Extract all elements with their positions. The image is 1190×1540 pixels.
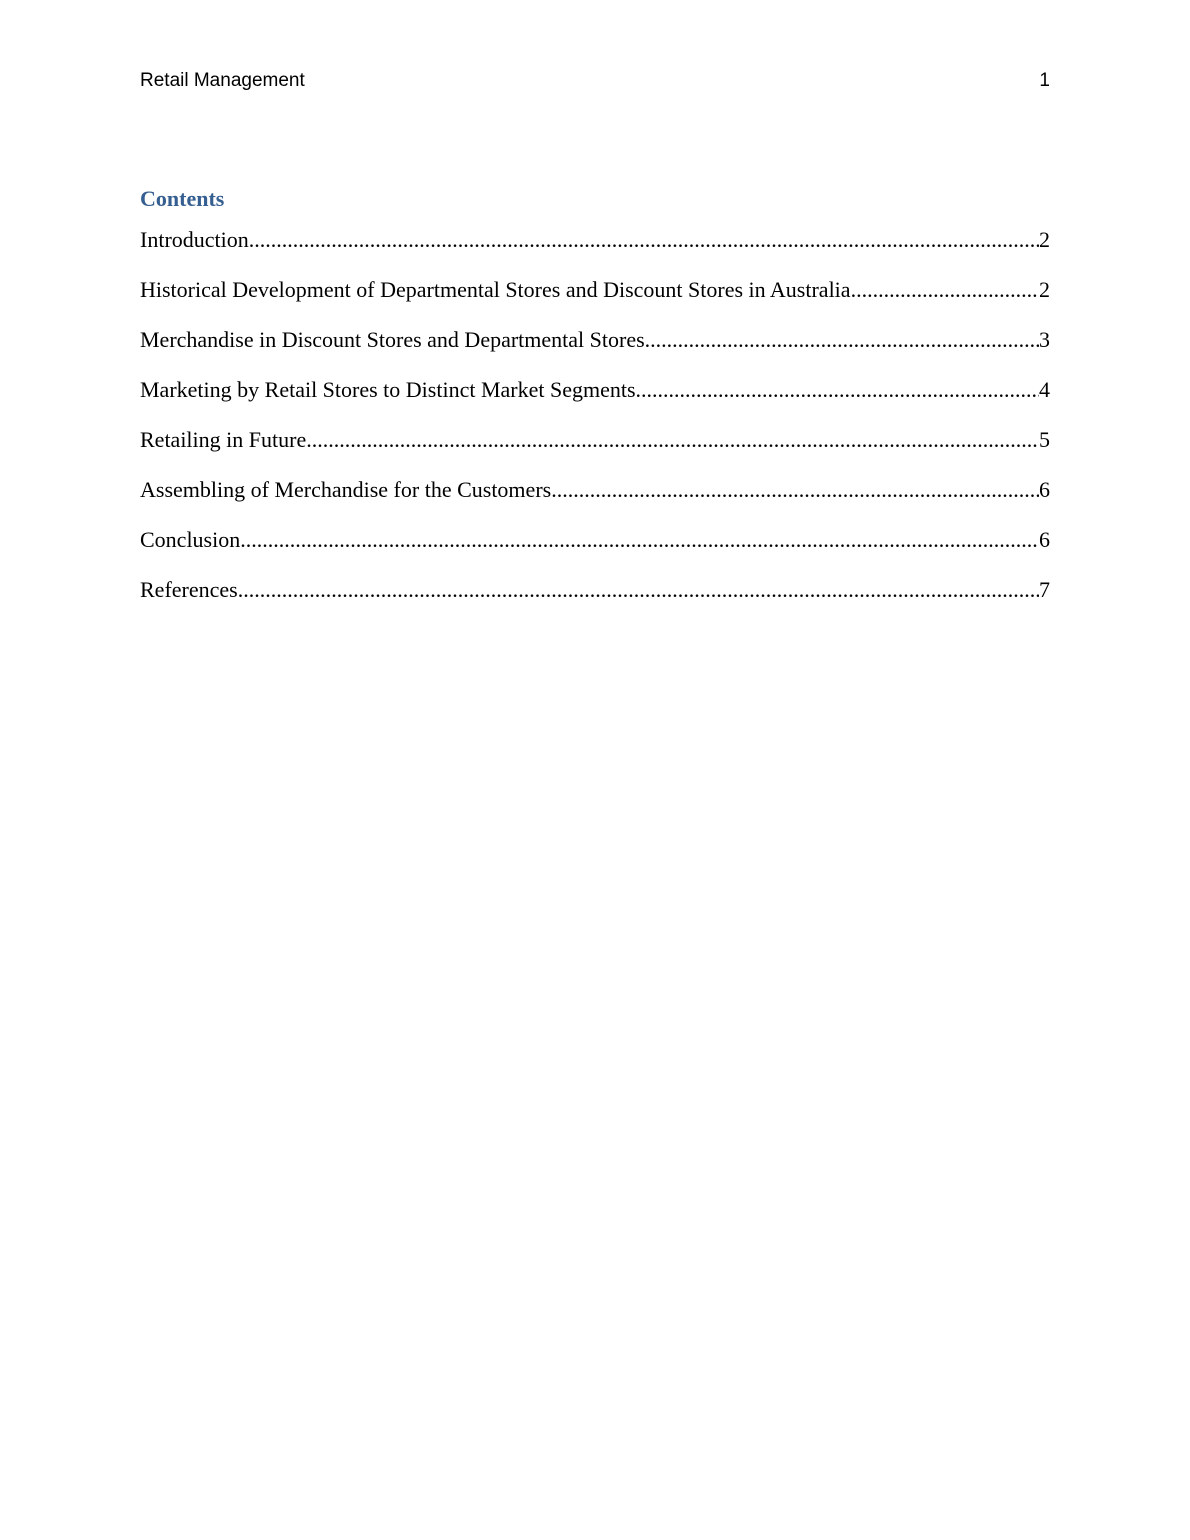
toc-entry-assembling[interactable] <box>140 476 1050 526</box>
toc-entry-page: 2 <box>1039 227 1050 252</box>
toc-entry-page: 7 <box>1039 577 1050 602</box>
toc-entry-title: References <box>140 577 238 602</box>
table-of-contents <box>140 226 1050 626</box>
toc-entry-title: Introduction <box>140 227 249 252</box>
toc-entry-introduction[interactable] <box>140 226 1050 276</box>
page-header <box>140 70 1050 98</box>
toc-entry-historical-development[interactable] <box>140 276 1050 326</box>
toc-entry-title: Assembling of Merchandise for the Customers <box>140 477 552 502</box>
toc-dot-leader <box>238 576 1039 604</box>
running-header-title: Retail Management <box>140 70 305 91</box>
toc-dot-leader <box>636 376 1039 404</box>
toc-entry-references[interactable] <box>140 576 1050 626</box>
header-page-number: 1 <box>1039 70 1050 91</box>
toc-entry-page: 5 <box>1039 427 1050 452</box>
toc-entry-title: Conclusion <box>140 527 241 552</box>
toc-entry-page: 4 <box>1039 377 1050 402</box>
toc-heading: Contents <box>140 186 225 211</box>
toc-entry-page: 2 <box>1039 277 1050 302</box>
toc-entry-page: 6 <box>1039 527 1050 552</box>
toc-dot-leader <box>240 526 1039 554</box>
toc-dot-leader <box>645 326 1039 354</box>
toc-dot-leader <box>306 426 1039 454</box>
toc-dot-leader <box>249 226 1039 254</box>
toc-entry-title: Marketing by Retail Stores to Distinct Market Segments <box>140 377 636 402</box>
toc-entry-conclusion[interactable] <box>140 526 1050 576</box>
toc-entry-page: 3 <box>1039 327 1050 352</box>
toc-entry-retailing-future[interactable] <box>140 426 1050 476</box>
toc-entry-page: 6 <box>1039 477 1050 502</box>
toc-dot-leader <box>851 276 1039 304</box>
toc-entry-title: Merchandise in Discount Stores and Departmental Stores <box>140 327 645 352</box>
toc-dot-leader <box>551 476 1039 504</box>
toc-entry-marketing[interactable] <box>140 376 1050 426</box>
toc-entry-title: Retailing in Future <box>140 427 307 452</box>
toc-entry-merchandise[interactable] <box>140 326 1050 376</box>
toc-entry-title: Historical Development of Departmental Stores and Discount Stores in Australia <box>140 277 851 302</box>
